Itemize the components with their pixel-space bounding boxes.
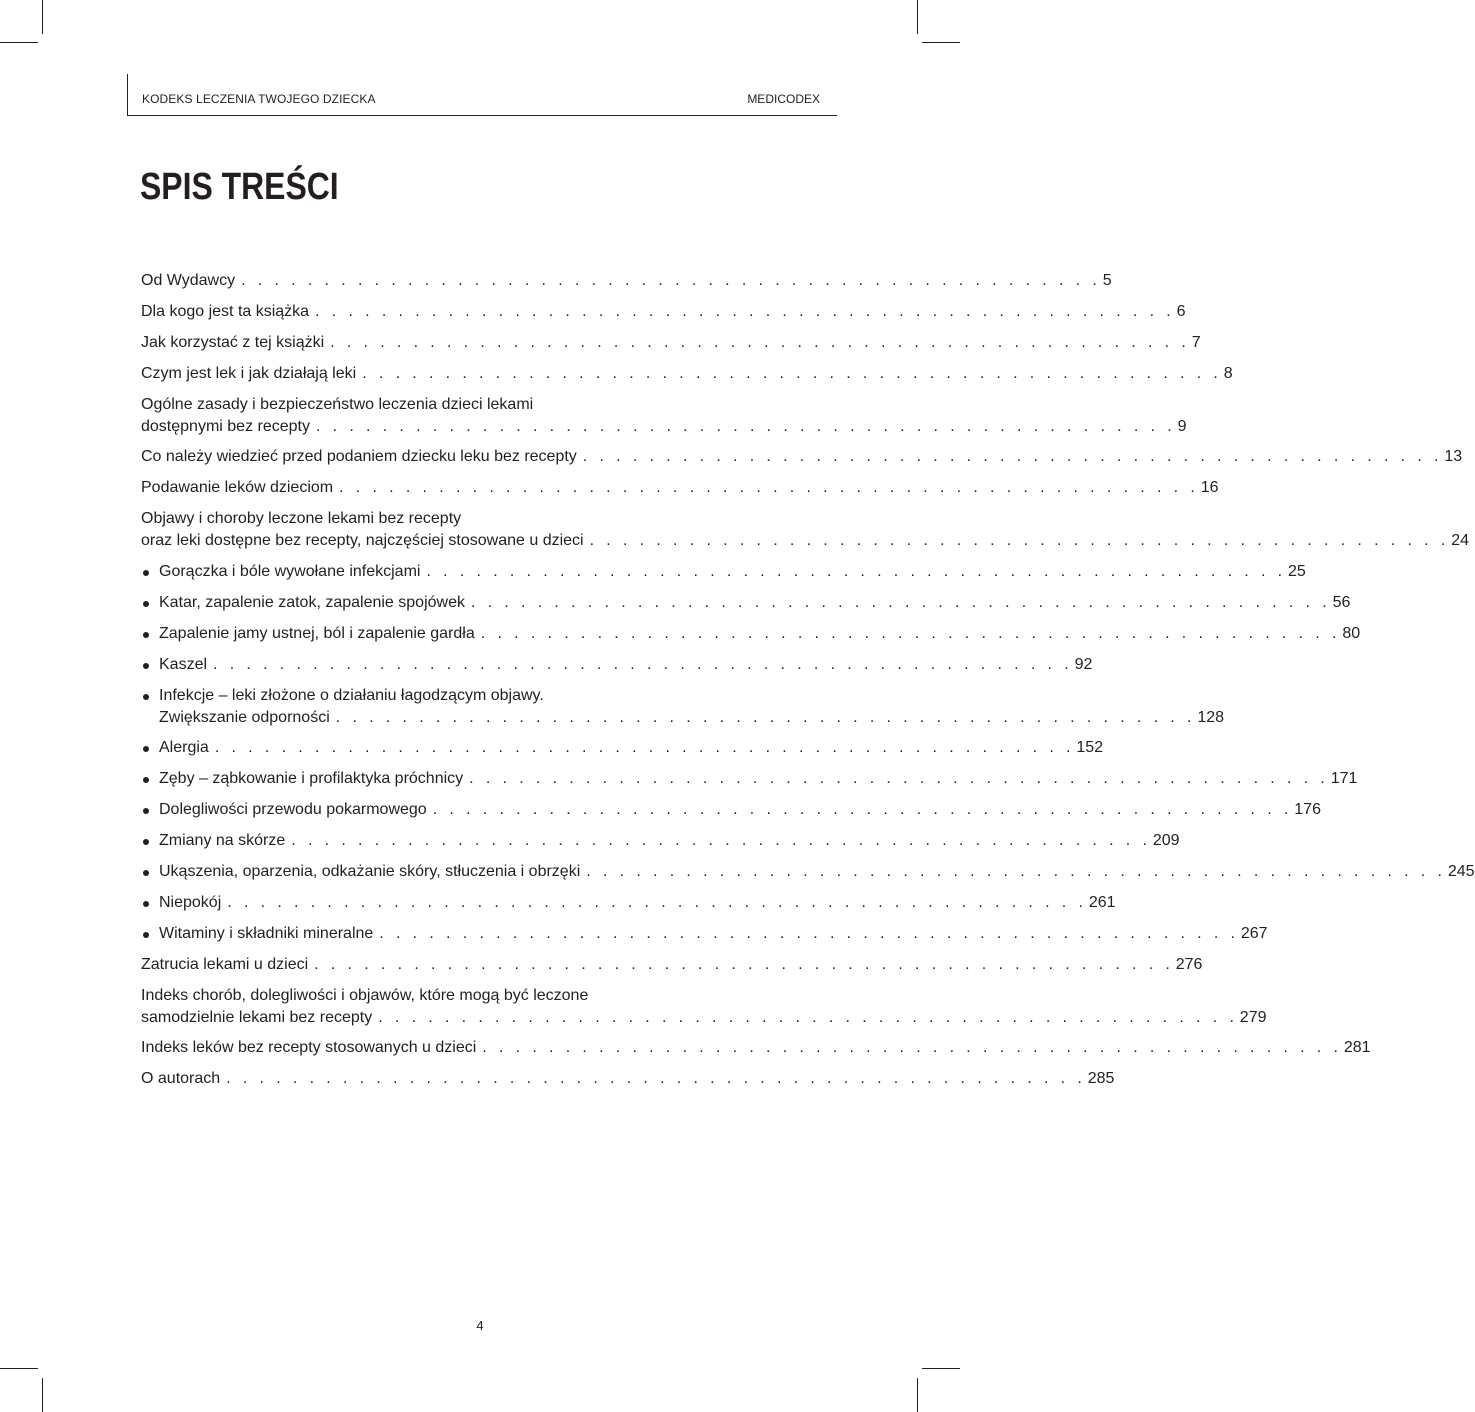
leader-dots: . . . . . . . . . . . . . . . . . . . . . . . . . . . . . . . . . . . . . . . . . . . . . . . . . . . . [378,1009,1238,1026]
leader-dots: . . . . . . . . . . . . . . . . . . . . . . . . . . . . . . . . . . . . . . . . . . . . . . . . . . . . [470,594,1331,611]
toc-subentry[interactable] [159,892,1116,914]
leader-dots: . . . . . . . . . . . . . . . . . . . . . . . . . . . . . . . . . . . . . . . . . . . . . . . . . . . . [480,625,1341,642]
leader-dots: . . . . . . . . . . . . . . . . . . . . . . . . . . . . . . . . . . . . . . . . . . . . . . . . . . . . [362,365,1222,382]
toc-entry-title: Gorączka i bóle wywołane infekcjami [159,563,421,580]
toc-entry-page: 92 [1074,656,1093,673]
toc-entry-page: 7 [1191,334,1201,351]
toc-entry-title: Niepokój [159,894,222,911]
book-title: KODEKS LECZENIA TWOJEGO DZIECKA [142,92,376,106]
toc-subentry[interactable] [159,768,1358,790]
toc-entry-page: 176 [1294,801,1321,818]
toc-entry-title: oraz leki dostępne bez recepty, najczęściej stosowane u dzieci [141,532,584,549]
toc-entry-title-line: Indeks chorób, dolegliwości i objawów, które mogą być leczone [141,987,589,1004]
toc-entry-title: Dolegliwości przewodu pokarmowego [159,801,427,818]
toc-entry-title: Dla kogo jest ta książka [141,303,310,320]
toc-entry-title: Kaszel [159,656,208,673]
leader-dots: . . . . . . . . . . . . . . . . . . . . . . . . . . . . . . . . . . . . . . . . . . . . . . . . . . . . [214,739,1075,756]
leader-dots: . . . . . . . . . . . . . . . . . . . . . . . . . . . . . . . . . . . . . . . . . . . . . . . . . . . . [315,303,1175,320]
leader-dots: . . . . . . . . . . . . . . . . . . . . . . . . . . . . . . . . . . . . . . . . . . . . . . . . . . . . [582,448,1443,465]
crop-mark [917,1378,918,1412]
header-divider [127,74,128,116]
toc-entry[interactable] [141,363,1233,385]
toc-entry-page: 245 [1447,863,1475,880]
toc-entry[interactable] [141,1068,1115,1090]
toc-entry-title: Podawanie leków dzieciom [141,479,334,496]
toc-entry[interactable] [141,332,1201,354]
toc-subentry[interactable] [159,685,1225,729]
crop-mark [0,1368,38,1369]
toc-entry-page: 16 [1200,479,1219,496]
toc-entry-title: Czym jest lek i jak działają leki [141,365,357,382]
toc-entry-title: Zęby – ząbkowanie i profilaktyka próchnicy [159,770,464,787]
leader-dots: . . . . . . . . . . . . . . . . . . . . . . . . . . . . . . . . . . . . . . . . . . . . . . . . . . . . [469,770,1329,787]
leader-dots: . . . . . . . . . . . . . . . . . . . . . . . . . . . . . . . . . . . . . . . . . . . . . . . . . . . . [330,334,1190,351]
leader-dots: . . . . . . . . . . . . . . . . . . . . . . . . . . . . . . . . . . . . . . . . . . . . . . . . . . . . [241,272,1101,289]
toc-subentry[interactable] [159,923,1268,945]
crop-mark [922,42,960,43]
toc-entry-page: 13 [1444,448,1463,465]
leader-dots: . . . . . . . . . . . . . . . . . . . . . . . . . . . . . . . . . . . . . . . . . . . . . . . . . . . . [315,418,1176,435]
toc-entry-title: Zmiany na skórze [159,832,286,849]
crop-mark [922,1368,960,1369]
leader-dots: . . . . . . . . . . . . . . . . . . . . . . . . . . . . . . . . . . . . . . . . . . . . . . . . . . . . [227,894,1087,911]
toc-subentry[interactable] [159,737,1104,759]
toc-subentry[interactable] [159,592,1351,614]
toc-entry-page: 267 [1240,925,1268,942]
leader-dots: . . . . . . . . . . . . . . . . . . . . . . . . . . . . . . . . . . . . . . . . . . . . . . . . . . . . [426,563,1287,580]
leader-dots: . . . . . . . . . . . . . . . . . . . . . . . . . . . . . . . . . . . . . . . . . . . . . . . . . . . . [432,801,1293,818]
leader-dots: . . . . . . . . . . . . . . . . . . . . . . . . . . . . . . . . . . . . . . . . . . . . . . . . . . . . [226,1070,1086,1087]
toc-entry[interactable] [141,1037,1371,1059]
toc-entry[interactable] [141,301,1186,323]
header-rule [127,115,837,116]
toc-entry-page: 261 [1088,894,1116,911]
toc-entry-page: 56 [1332,594,1351,611]
toc-entry-title: Alergia [159,739,209,756]
toc-subentry[interactable] [159,561,1306,583]
toc-entry-page: 285 [1087,1070,1115,1087]
toc-entry-page: 281 [1343,1039,1371,1056]
crop-mark [917,0,918,34]
leader-dots: . . . . . . . . . . . . . . . . . . . . . . . . . . . . . . . . . . . . . . . . . . . . . . . . . . . . [339,479,1199,496]
toc-entry-title: Zwiększanie odporności [159,709,330,726]
toc-entry-title-line: Objawy i choroby leczone lekami bez recepty [141,510,462,527]
toc-entry-title-line: Ogólne zasady i bezpieczeństwo leczenia dzieci lekami [141,396,534,413]
toc-entry[interactable] [141,446,1463,468]
page-number: 4 [476,1318,484,1333]
leader-dots: . . . . . . . . . . . . . . . . . . . . . . . . . . . . . . . . . . . . . . . . . . . . . . . . . . . . [482,1039,1342,1056]
toc-entry[interactable] [141,985,1267,1029]
toc-entry-title: dostępnymi bez recepty [141,418,310,435]
toc-entry-page: 80 [1342,625,1361,642]
page-title: SPIS TREŚCI [140,166,339,208]
toc-entry-title: Witaminy i składniki mineralne [159,925,374,942]
toc-entry-page: 152 [1076,739,1104,756]
toc-entry-title: samodzielnie lekami bez recepty [141,1009,373,1026]
toc-entry-title: Od Wydawcy [141,272,236,289]
toc-entry-title-line: Infekcje – leki złożone o działaniu łagodzącym objawy. [159,687,544,704]
toc-subentry[interactable] [159,861,1475,883]
toc-entry-title: Zapalenie jamy ustnej, ból i zapalenie gardła [159,625,475,642]
toc-subentry[interactable] [159,799,1321,821]
leader-dots: . . . . . . . . . . . . . . . . . . . . . . . . . . . . . . . . . . . . . . . . . . . . . . . . . . . . [213,656,1073,673]
toc-entry-page: 209 [1152,832,1180,849]
toc-entry[interactable] [141,477,1219,499]
toc-entry-page: 9 [1177,418,1187,435]
toc-entry-page: 24 [1451,532,1469,549]
toc-entry-page: 8 [1223,365,1233,382]
toc-entry-title: Jak korzystać z tej książki [141,334,325,351]
toc-entry[interactable] [141,508,1469,552]
leader-dots: . . . . . . . . . . . . . . . . . . . . . . . . . . . . . . . . . . . . . . . . . . . . . . . . . . . . [379,925,1239,942]
crop-mark [0,42,38,43]
toc-subentry[interactable] [159,830,1180,852]
toc-entry-title: Ukąszenia, oparzenia, odkażanie skóry, stłuczenia i obrzęki [159,863,581,880]
toc-entry-page: 25 [1288,563,1306,580]
leader-dots: . . . . . . . . . . . . . . . . . . . . . . . . . . . . . . . . . . . . . . . . . . . . . . . . . . . . [314,956,1174,973]
leader-dots: . . . . . . . . . . . . . . . . . . . . . . . . . . . . . . . . . . . . . . . . . . . . . . . . . . . . [291,832,1151,849]
leader-dots: . . . . . . . . . . . . . . . . . . . . . . . . . . . . . . . . . . . . . . . . . . . . . . . . . . . . [589,532,1450,549]
crop-mark [42,0,43,34]
toc-entry-page: 279 [1239,1009,1267,1026]
toc-entry-title: O autorach [141,1070,221,1087]
publisher-name: MEDICODEX [747,92,820,106]
toc-entry-title: Indeks leków bez recepty stosowanych u dzieci [141,1039,477,1056]
toc-entry[interactable] [141,954,1203,976]
toc-entry-title: Zatrucia lekami u dzieci [141,956,309,973]
toc-subentry[interactable] [159,623,1361,645]
leader-dots: . . . . . . . . . . . . . . . . . . . . . . . . . . . . . . . . . . . . . . . . . . . . . . . . . . . . [335,709,1196,726]
toc-entry-title: Co należy wiedzieć przed podaniem dziecku leku bez recepty [141,448,577,465]
toc-subentry[interactable] [159,654,1093,676]
toc-entry-page: 5 [1102,272,1112,289]
toc-entry-page: 6 [1176,303,1186,320]
toc-entry[interactable] [141,270,1112,292]
toc-entry-page: 128 [1197,709,1225,726]
toc-entry-page: 276 [1175,956,1203,973]
leader-dots: . . . . . . . . . . . . . . . . . . . . . . . . . . . . . . . . . . . . . . . . . . . . . . . . . . . . [586,863,1446,880]
toc-entry-page: 171 [1330,770,1358,787]
crop-mark [42,1378,43,1412]
toc-entry-title: Katar, zapalenie zatok, zapalenie spojówek [159,594,465,611]
toc-entry[interactable] [141,394,1187,438]
